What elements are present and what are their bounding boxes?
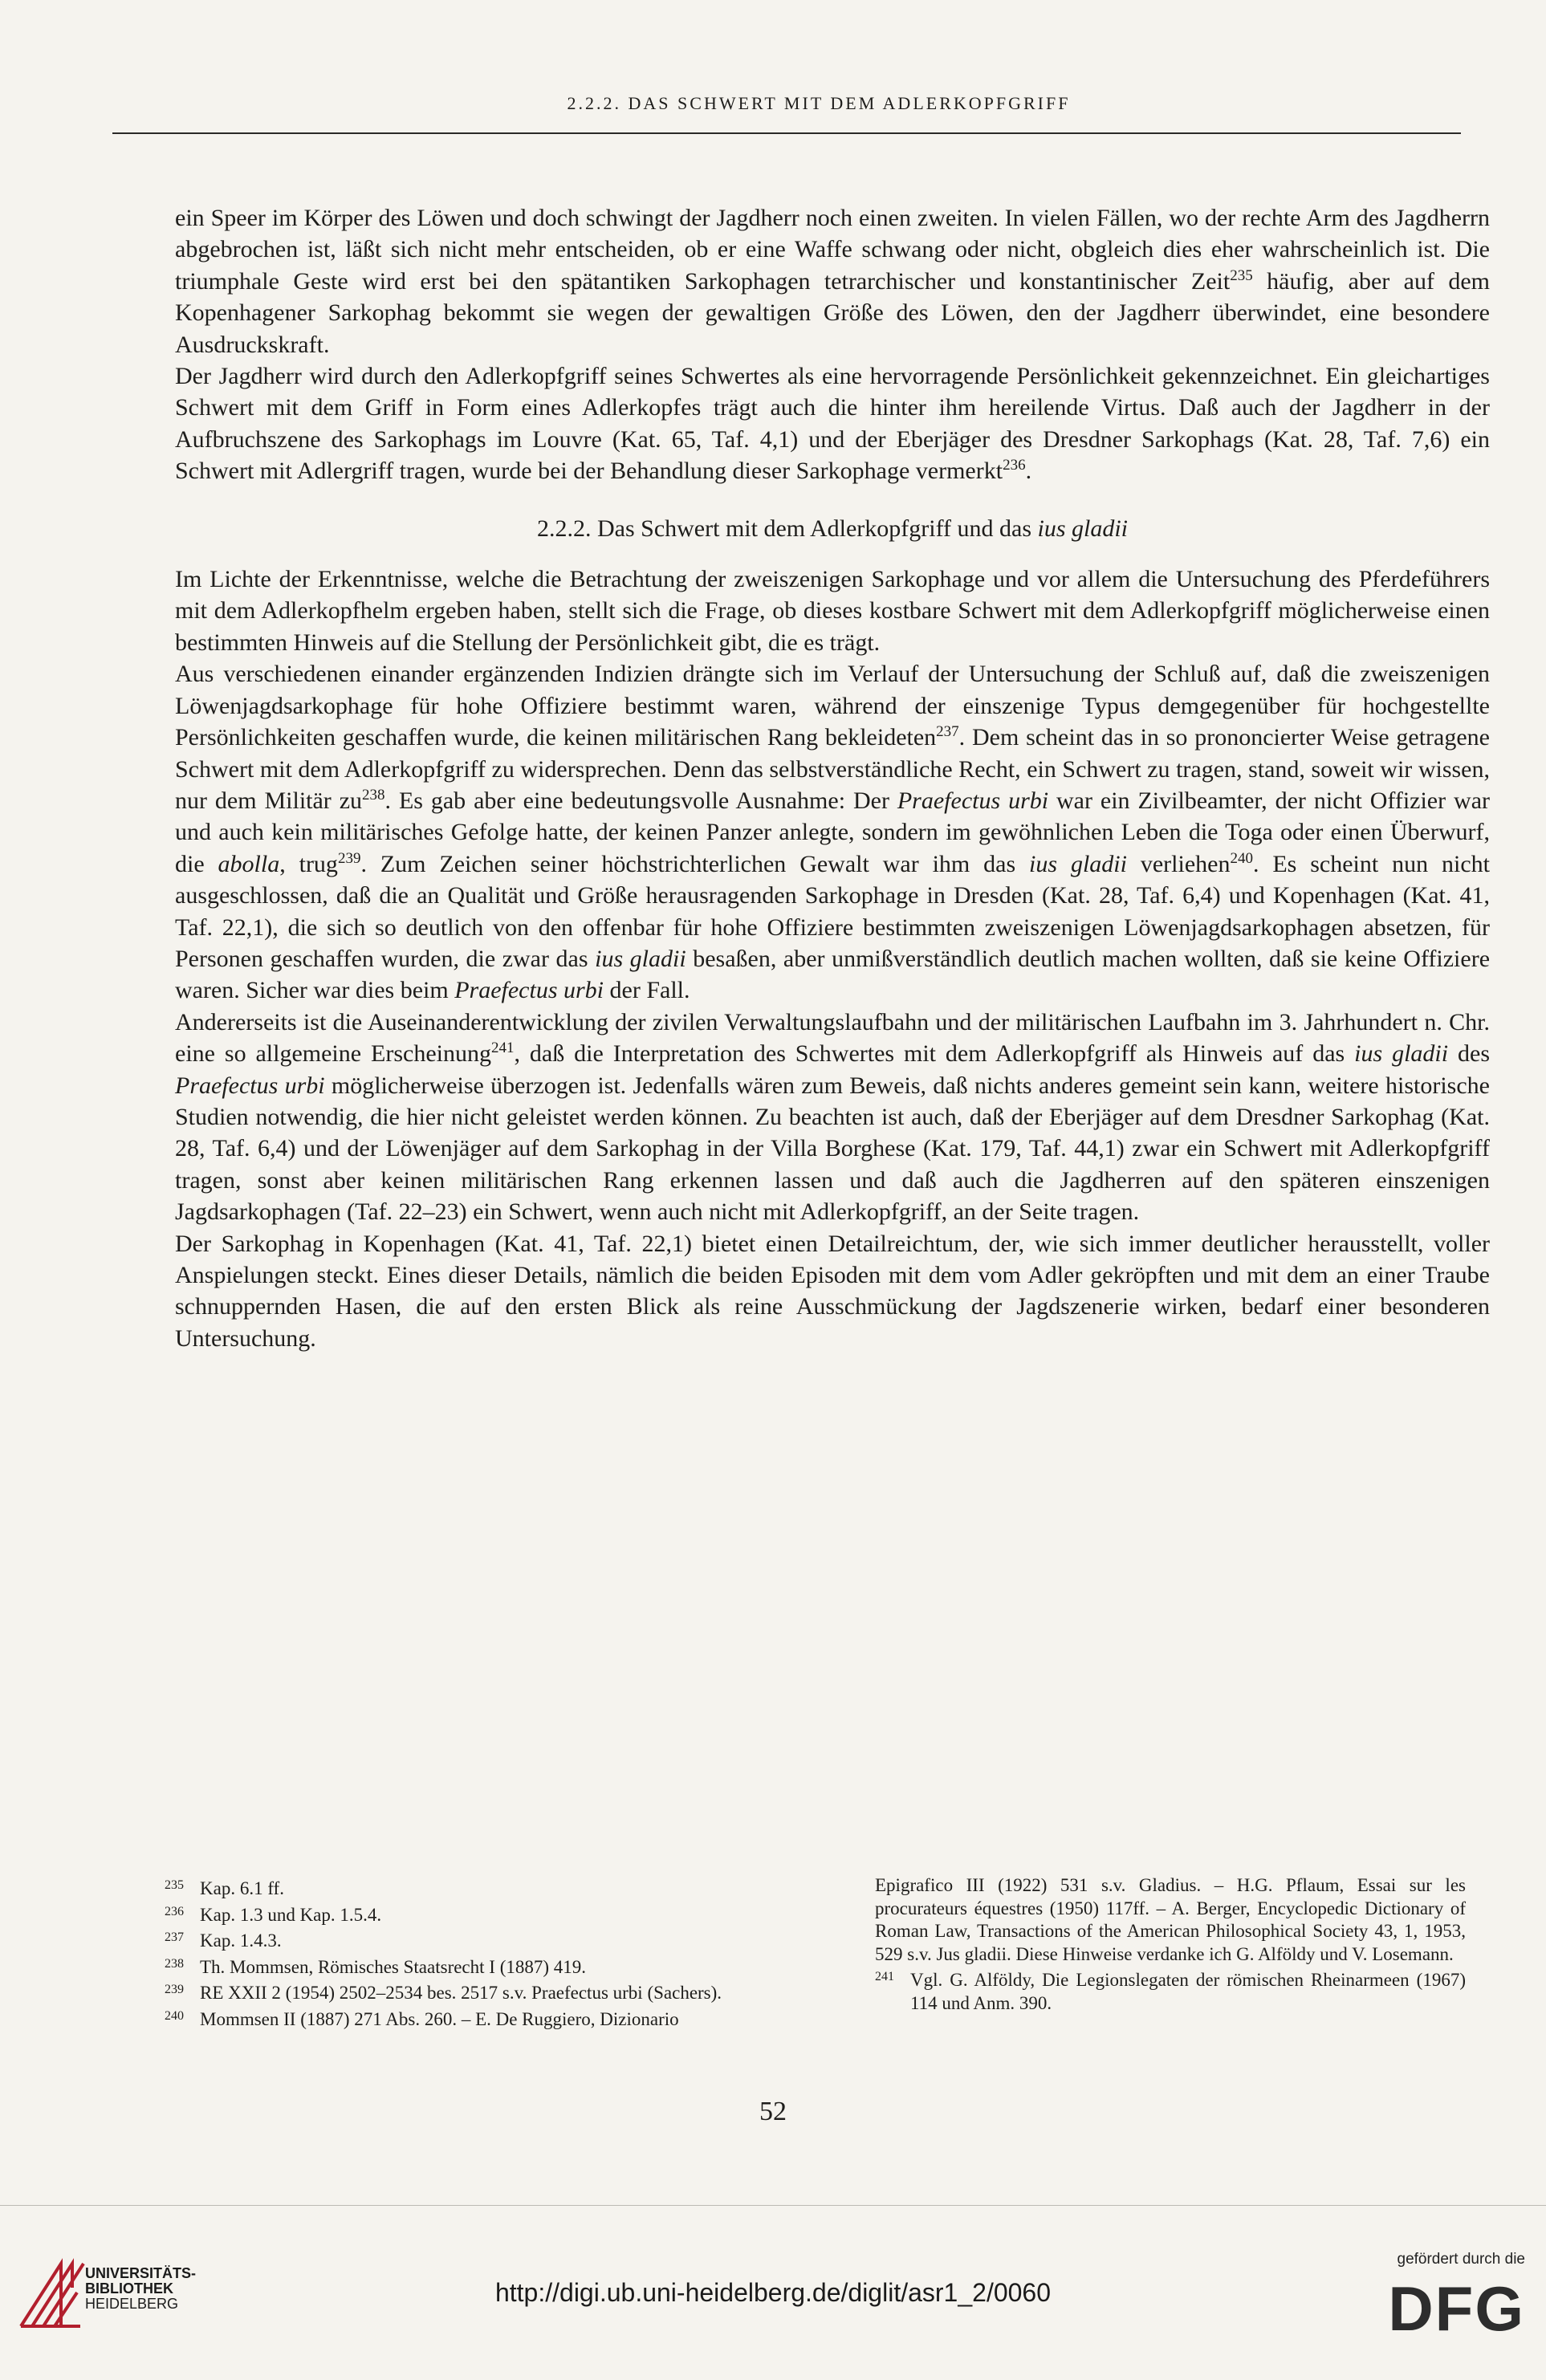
footnote-number: 238	[165, 1956, 184, 1971]
paragraph-2	[175, 360, 1490, 487]
footnote-ref[interactable]: 235	[1230, 266, 1253, 284]
footnote-text: Kap. 1.3 und Kap. 1.5.4.	[200, 1904, 382, 1925]
footnote	[165, 1953, 799, 1979]
footnote	[165, 1874, 799, 1901]
source-url-link[interactable]: http://digi.ub.uni-heidelberg.de/diglit/asr1_2/0060	[494, 2278, 1052, 2307]
footnote-ref[interactable]: 237	[936, 723, 959, 741]
running-header: 2.2.2. DAS SCHWERT MIT DEM ADLERKOPFGRIFF	[567, 93, 1071, 113]
text-run: 2.2.2. Das Schwert mit dem Adlerkopfgriff und das	[536, 515, 1038, 542]
footnote-text: RE XXII 2 (1954) 2502–2534 bes. 2517 s.v. Praefectus urbi (Sachers).	[200, 1983, 722, 2003]
footnote	[165, 1926, 799, 1953]
footer-divider	[0, 2205, 1546, 2206]
text-run: , trug	[279, 850, 338, 877]
italic-term: abolla	[218, 850, 280, 877]
university-library-name	[85, 2266, 196, 2312]
text-run: der Fall.	[604, 977, 690, 1004]
footnote	[165, 1979, 799, 2005]
text-run: .	[1025, 458, 1032, 485]
text-run: . Zum Zeichen seiner höchstrichterlichen Gewalt war ihm das	[360, 850, 1030, 877]
library-name-line: HEIDELBERG	[85, 2296, 179, 2312]
header-rule	[112, 132, 1461, 134]
funding-label: gefördert durch die	[1397, 2251, 1525, 2268]
text-run: . Dem scheint das in so prononcierter Weise getragene Schwert mit dem Adlerkopfgriff zu widersprechen. Denn das selbstverständliche Recht, ein Schwert zu tragen, stand, soweit wir wissen, nur dem Militär zu	[175, 724, 1490, 814]
footnote-ref[interactable]: 241	[490, 1039, 515, 1057]
text-run: ein Speer im Körper des Löwen und doch schwingt der Jagdherr noch einen zweiten. In vielen Fällen, wo der rechte Arm des Jagdherrn abgebrochen ist, läßt sich nicht mehr entscheiden, ob er eine Waffe schwang oder nicht, obgleich dies eher wahrscheinlich ist. Die triumphale Geste wird erst bei den spätantiken Sarkophagen tetrarchischer und konstantinischer Zeit	[175, 205, 1490, 295]
footnote-continuation: Epigrafico III (1922) 531 s.v. Gladius. – H.G. Pflaum, Essai sur les procurateurs équestres (1950) 117ff. – A. Berger, Encyclopedic Dictionary of Roman Law, Transactions of the American Philosophical Society 43, 1, 1953, 529 s.v. Jus gladii. Diese Hinweise verdanke ich G. Alföldy und V. Losemann.	[875, 1875, 1466, 1964]
footnote-text: Kap. 1.4.3.	[200, 1930, 282, 1951]
footnote-number: 239	[165, 1983, 184, 1996]
library-name-line: BIBLIOTHEK	[85, 2280, 173, 2297]
footnote-text: Vgl. G. Alföldy, Die Legionslegaten der römischen Rheinarmeen (1967) 114 und Anm. 390.	[910, 1970, 1466, 2013]
section-title	[175, 513, 1490, 544]
italic-term: Praefectus urbi	[454, 977, 604, 1004]
footnote-ref[interactable]: 239	[337, 849, 361, 867]
footnotes-right-column	[875, 1874, 1466, 2015]
text-run: Aus verschiedenen einander ergänzenden Indizien drängte sich im Verlauf der Untersuchung der Schluß auf, daß die zweiszenigen Löwenjagdsarkophage für hohe Offiziere bestimmt waren, während der einszenige Typus demgegenüber für hochgestellte Persönlichkeiten geschaffen wurde, die keinen militärischen Rang bekleideten	[175, 661, 1490, 751]
text-run: , daß die Interpretation des Schwertes mit dem Adlerkopfgriff als Hinweis auf das	[514, 1040, 1355, 1068]
footnote-text: Kap. 6.1 ff.	[200, 1878, 284, 1898]
footnote-number: 235	[165, 1878, 184, 1892]
italic-term: ius gladii	[1029, 850, 1127, 877]
text-run: besaßen, aber unmißverständlich deutlich machen wollten, daß sie keine Offiziere waren. Sicher war dies beim	[175, 945, 1491, 1004]
page-number: 52	[759, 2097, 787, 2126]
footnote-ref[interactable]: 236	[1003, 457, 1026, 474]
paragraph-1	[175, 202, 1490, 360]
text-run: . Es gab aber eine bedeutungsvolle Ausnahme: Der	[384, 787, 897, 814]
footnotes-left-column	[165, 1874, 799, 2031]
footnote-number: 241	[875, 1970, 894, 1983]
footnote-ref[interactable]: 240	[1230, 849, 1253, 867]
italic-term: Praefectus urbi	[897, 787, 1049, 814]
text-run: Der Jagdherr wird durch den Adlerkopfgriff seines Schwertes als eine hervorragende Persönlichkeit gekennzeichnet. Ein gleichartiges Schwert mit dem Griff in Form eines Adlerkopfes trägt auch die hinter ihm hereilende Virtus. Daß auch der Jagdherr in der Aufbruchszene des Sarkophags im Louvre (Kat. 65, Taf. 4,1) und der Eberjäger des Dresdner Sarkophags (Kat. 28, Taf. 7,6) ein Schwert mit Adlergriff tragen, wurde bei der Behandlung dieser Sarkophage vermerkt	[175, 363, 1490, 485]
footnote	[165, 2005, 799, 2032]
footnote-text: Th. Mommsen, Römisches Staatsrecht I (1887) 419.	[200, 1956, 587, 1977]
italic-term: Praefectus urbi	[175, 1072, 325, 1099]
text-run: des	[1448, 1040, 1490, 1068]
body-text	[175, 202, 1490, 1354]
footnote-ref[interactable]: 238	[362, 786, 385, 804]
italic-term: ius gladii	[1037, 515, 1129, 542]
text-run: war ein Zivilbeamter, der nicht Offizier war und auch kein militärisches Gefolge hatte, der keinen Panzer anlegte, sondern im gewöhnlichen Leben die Toga oder einen Überwurf, die	[175, 787, 1491, 877]
text-run: häufig, aber auf dem Kopenhagener Sarkophag bekommt sie wegen der gewaltigen Größe des Löwen, den der Jagdherr überwindet, eine besondere Ausdruckskraft.	[175, 267, 1491, 358]
paragraph-5	[175, 1007, 1490, 1228]
paragraph-3: Im Lichte der Erkenntnisse, welche die Betrachtung der zweiszenigen Sarkophage und vor allem die Untersuchung des Pferdeführers mit dem Adlerkopfhelm ergeben haben, stellt sich die Frage, ob dieses kostbare Schwert mit dem Adlerkopfgriff möglicherweise einen bestimmten Hinweis auf die Stellung der Persönlichkeit gibt, die es trägt.	[175, 566, 1490, 656]
footnote-number: 237	[165, 1930, 184, 1944]
dfg-logo: DFG	[1388, 2273, 1525, 2344]
footnote	[165, 1901, 799, 1927]
text-run: möglicherweise überzogen ist. Jedenfalls wären zum Beweis, daß nichts anderes gemeint sein kann, weitere historische Studien notwendig, die hier nicht geleistet werden können. Zu beachten ist auch, daß der Eberjäger auf dem Dresdner Sarkophag (Kat. 28, Taf. 6,4) und der Löwenjäger auf dem Sarkophag in der Villa Borghese (Kat. 179, Taf. 44,1) zwar ein Schwert mit Adlerkopfgriff tragen, sonst aber keinen militärischen Rang erkennen lassen und daß auch die Jagdherren auf den späteren einszenigen Jagdsarkophagen (Taf. 22–23) ein Schwert, wenn auch nicht mit Adlerkopfgriff, an der Seite tragen.	[175, 1072, 1490, 1226]
library-name-line: UNIVERSITÄTS-	[85, 2265, 197, 2281]
footnote-number: 236	[165, 1904, 184, 1918]
footnote-text: Mommsen II (1887) 271 Abs. 260. – E. De Ruggiero, Dizionario	[200, 2008, 679, 2029]
text-run: Andererseits ist die Auseinanderentwicklung der zivilen Verwaltungslaufbahn und der militärischen Laufbahn im 3. Jahrhundert n. Chr. eine so allgemeine Erscheinung	[175, 1008, 1490, 1068]
text-run: verliehen	[1126, 850, 1231, 877]
paragraph-6: Der Sarkophag in Kopenhagen (Kat. 41, Taf. 22,1) bietet einen Detailreichtum, der, wie sich immer deutlicher herausstellt, voller Anspielungen steckt. Eines dieser Details, nämlich die beiden Episoden mit dem vom Adler gekröpften und mit dem an einer Traube schnuppernden Hasen, die auf den ersten Blick als reine Ausschmückung der Jagdszenerie wirken, bedarf einer besonderen Untersuchung.	[175, 1230, 1490, 1352]
italic-term: ius gladii	[1354, 1040, 1449, 1068]
footnote	[875, 1966, 1466, 2015]
footnote-number: 240	[165, 2008, 184, 2023]
text-run: . Es scheint nun nicht ausgeschlossen, daß die an Qualität und Größe herausragenden Sarkophage in Dresden (Kat. 28, Taf. 6,4) und Kopenhagen (Kat. 41, Taf. 22,1), die sich so deutlich von den offenbar für hohe Offiziere bestimmten zweiszenigen Löwenjagdsarkophagen absetzen, für Personen geschaffen wurden, die zwar das	[175, 850, 1490, 972]
paragraph-4	[175, 658, 1490, 1006]
italic-term: ius gladii	[595, 945, 686, 972]
